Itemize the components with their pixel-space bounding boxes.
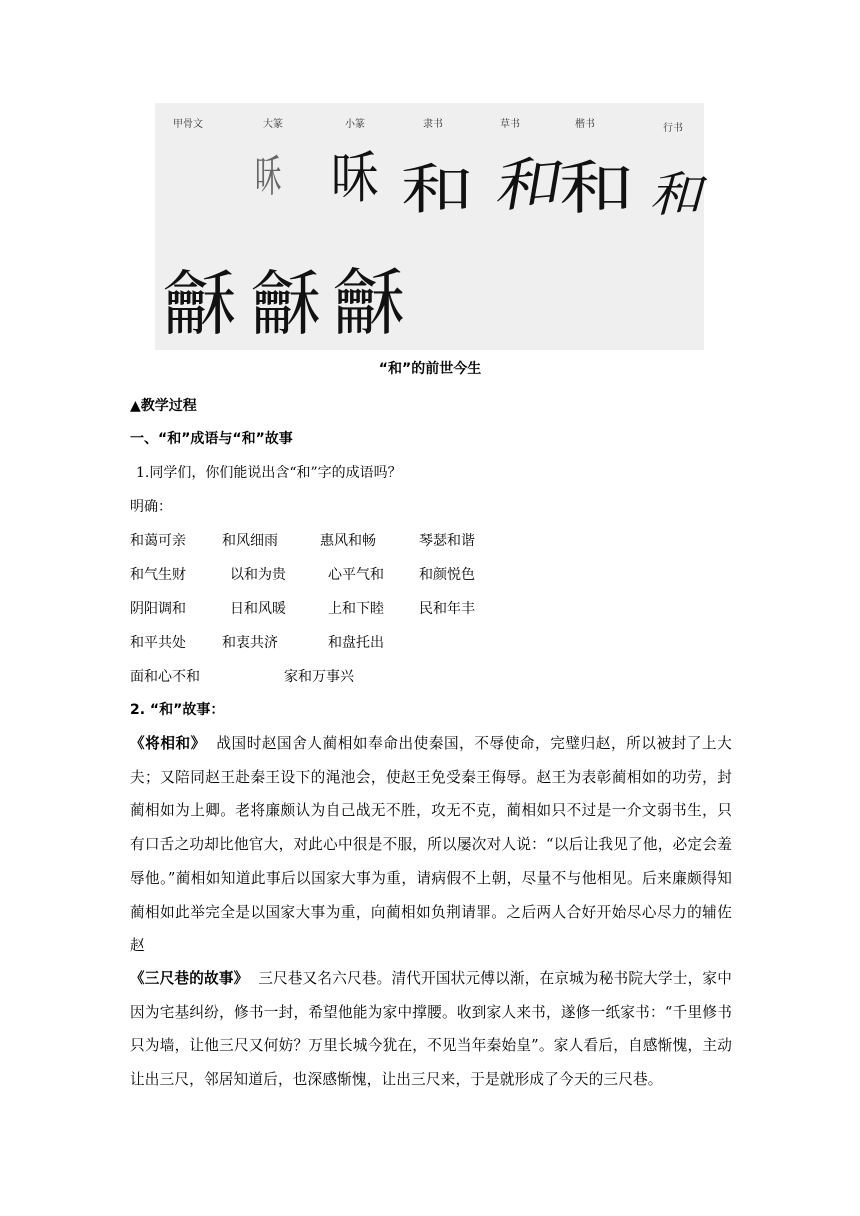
mingque-label: 明确：	[130, 499, 172, 515]
story-text: 三尺巷又名六尺巷。清代开国状元傅以渐，在京城为秘书院大学士，家中因为宅基纠纷，修书一封，希望他能为家中撑腰。收到家人来书，遂修一纸家书：“千里修书只为墙，让他三尺又何妨？万里长城今犹在，不见当年秦始皇”。家人看后，自感惭愧，主动让出三尺，邻居知道后，也深感惭愧，让出三尺来，于是就形成了今天的三尺巷。	[130, 970, 733, 1089]
idiom: 和盘托出	[328, 635, 384, 651]
glyph-dazhuan: 咊	[255, 151, 282, 202]
glyph-lishu: 和	[401, 158, 474, 221]
story-jiangxianghe	[130, 727, 732, 963]
glyph-kaishu: 和	[559, 154, 635, 222]
header-lishu: 隶书	[423, 119, 443, 130]
idiom-row	[130, 564, 610, 584]
story-text: 战国时赵国舍人蔺相如奉命出使秦国，不辱使命，完璧归赵，所以被封了上大夫；又陪同赵王赴秦王设下的渑池会，使赵王免受秦王侮辱。赵王为表彰蔺相如的功劳，封蔺相如为上卿。老将廉颇认为自己战无不胜，攻无不克，蔺相如只不过是一介文弱书生，只有口舌之功却比他官大，对此心中很是不服，所以屡次对人说：“以后让我见了他，必定会羞辱他。”蔺相如知道此事后以国家大事为重，请病假不上朝，尽量不与他相见。后来廉颇得知蔺相如此举完全是以国家大事为重，向蔺相如负荆请罪。之后两人合好开始尽心尽力的辅佐赵	[130, 735, 732, 955]
idiom: 琴瑟和谐	[419, 533, 475, 549]
idiom: 面和心不和	[130, 669, 200, 685]
story-title: 《三尺巷的故事》	[130, 970, 249, 987]
question-1: 1.同学们，你们能说出含“和”字的成语吗？	[136, 465, 402, 481]
idiom-row	[130, 666, 610, 686]
figure-caption: “和”的前世今生	[378, 361, 482, 377]
header-xingshu: 行书	[663, 123, 683, 134]
idiom: 和风细雨	[222, 533, 278, 549]
header-jiaguwen: 甲骨文	[173, 119, 203, 130]
glyph-jiaguwen-3: 龢	[333, 261, 406, 345]
header-kaishu: 楷书	[575, 119, 595, 130]
idiom-row	[130, 632, 610, 652]
header-dazhuan: 大篆	[263, 119, 283, 130]
idiom: 和气生财	[130, 567, 186, 583]
header-xiaozhuan: 小篆	[345, 119, 365, 130]
idiom: 以和为贵	[230, 567, 286, 583]
story-title: 《将相和》	[130, 735, 206, 752]
section-title: 一、“和”成语与“和”故事	[130, 431, 293, 447]
idiom: 和衷共济	[222, 635, 278, 651]
idiom: 心平气和	[328, 567, 384, 583]
glyph-xiaozhuan: 咊	[331, 146, 379, 211]
idiom: 家和万事兴	[284, 669, 354, 685]
glyph-jiaguwen-1: 龢	[163, 263, 237, 345]
character-evolution-figure	[155, 103, 704, 350]
idiom: 阴阳调和	[130, 601, 186, 617]
idiom: 和平共处	[130, 635, 186, 651]
idiom: 和颜悦色	[419, 567, 475, 583]
idiom-row	[130, 530, 610, 550]
glyph-caoshu: 和	[487, 150, 563, 221]
idiom: 惠风和畅	[320, 533, 376, 549]
story-heading: 2. “和”故事：	[130, 702, 225, 718]
idiom: 上和下睦	[328, 601, 384, 617]
idiom: 民和年丰	[419, 601, 475, 617]
glyph-jiaguwen-2: 龢	[251, 263, 321, 345]
idiom-row	[130, 598, 610, 618]
story-sanchixiang	[130, 962, 732, 1097]
idiom: 和蔼可亲	[130, 533, 186, 549]
glyph-xingshu: 和	[649, 167, 702, 223]
section-marker: ▲教学过程	[130, 398, 197, 414]
header-caoshu: 草书	[500, 119, 520, 130]
idiom: 日和风暖	[230, 601, 286, 617]
